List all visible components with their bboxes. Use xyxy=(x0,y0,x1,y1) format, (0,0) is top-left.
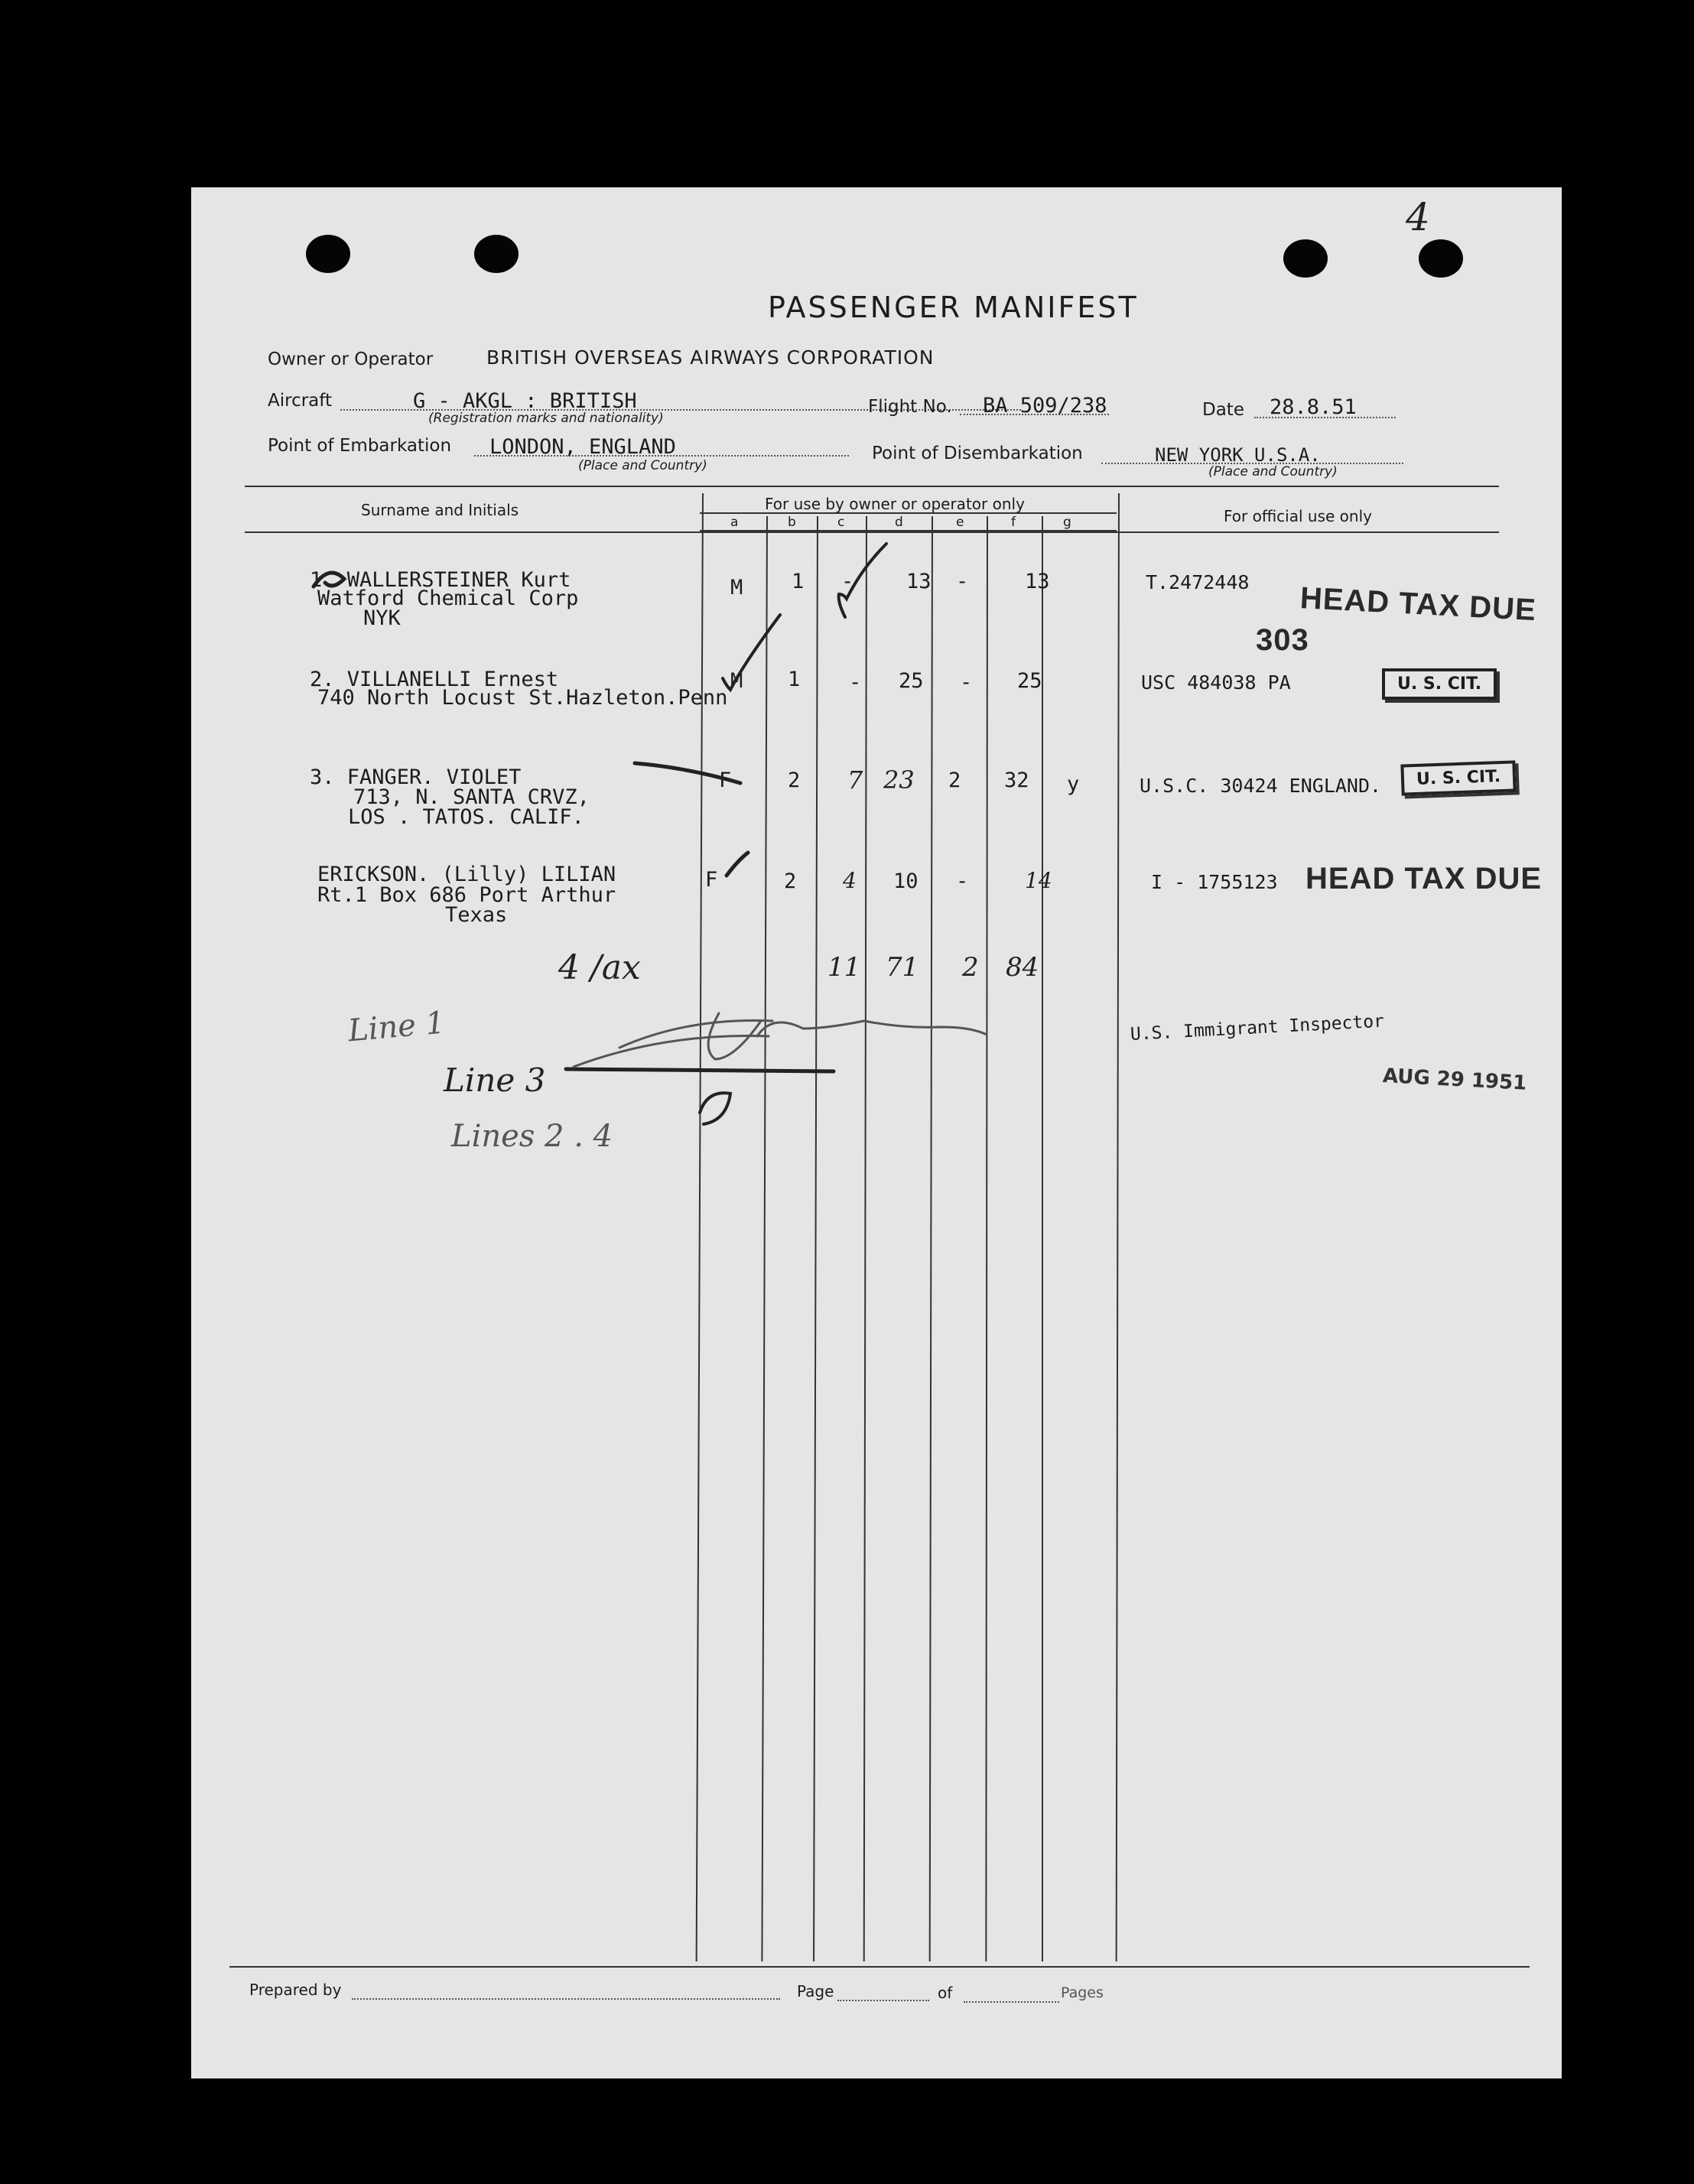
cell-b: 1 xyxy=(792,570,805,593)
passenger-name: 3. FANGER. VIOLET xyxy=(310,765,522,789)
column-header-a: a xyxy=(730,515,739,530)
owner-value: BRITISH OVERSEAS AIRWAYS CORPORATION xyxy=(486,346,935,369)
passenger-address: Rt.1 Box 686 Port Arthur xyxy=(317,883,616,907)
cell-b: 2 xyxy=(784,869,797,893)
cell-c: 4 xyxy=(843,868,857,893)
embarkation-label: Point of Embarkation xyxy=(268,436,452,456)
passenger-count-note: 4 /ax xyxy=(558,948,641,987)
disembarkation-hint: (Place and Country) xyxy=(1208,464,1338,479)
passenger-address: Watford Chemical Corp xyxy=(317,587,579,610)
cell-a: M xyxy=(730,576,743,600)
total-d: 71 xyxy=(886,952,919,983)
of-label: of xyxy=(938,1984,953,2002)
cell-f: 13 xyxy=(1025,570,1050,593)
flight-label: Flight No. xyxy=(868,397,952,417)
cell-d: 13 xyxy=(906,570,932,593)
owner-label: Owner or Operator xyxy=(268,349,434,369)
passenger-name: 1. WALLERSTEINER Kurt xyxy=(310,568,571,592)
official-number: U.S.C. 30424 ENGLAND. xyxy=(1140,775,1382,797)
manifest-sheet xyxy=(191,187,1562,2078)
head-tax-stamp: HEAD TAX DUE xyxy=(1305,862,1543,895)
column-header-c: c xyxy=(837,515,845,530)
cell-b: 2 xyxy=(788,769,801,792)
aircraft-hint: (Registration marks and nationality) xyxy=(428,411,664,426)
passenger-address: 713, N. SANTA CRVZ, xyxy=(353,785,590,809)
cell-a: M xyxy=(730,669,743,693)
operator-header: For use by owner or operator only xyxy=(765,495,1025,513)
cell-d: 25 xyxy=(899,669,924,693)
official-number: USC 484038 PA xyxy=(1141,671,1291,694)
us-citizen-stamp: U. S. CIT. xyxy=(1382,668,1497,700)
passenger-address: Texas xyxy=(445,903,508,927)
stamp-number: 303 xyxy=(1256,623,1309,657)
official-header: For official use only xyxy=(1224,507,1372,525)
official-number: T.2472448 xyxy=(1146,571,1250,593)
cell-f: 25 xyxy=(1017,669,1042,693)
passenger-address: LOS . TATOS. CALIF. xyxy=(348,805,584,829)
head-tax-stamp: HEAD TAX DUE xyxy=(1299,581,1537,628)
handwritten-note: Line 3 xyxy=(444,1061,546,1099)
total-b: 11 xyxy=(827,952,861,983)
column-header-d: d xyxy=(895,515,903,530)
prepared-by-label: Prepared by xyxy=(249,1981,342,1999)
passenger-address: NYK xyxy=(363,606,401,630)
cell-f: 32 xyxy=(1004,769,1029,792)
cell-b: 1 xyxy=(788,668,801,691)
flight-value: BA 509/238 xyxy=(983,394,1107,418)
cell-d: 10 xyxy=(893,869,919,893)
inspection-date-stamp: AUG 29 1951 xyxy=(1382,1064,1527,1095)
cell-e: - xyxy=(960,671,973,694)
cell-d: 23 xyxy=(883,765,915,795)
column-header-e: e xyxy=(956,515,964,530)
pages-label: Pages xyxy=(1061,1984,1104,2001)
handwritten-note: Line 1 xyxy=(346,1005,447,1049)
cell-e: 2 xyxy=(948,769,961,792)
date-label: Date xyxy=(1202,400,1244,420)
total-e: 2 xyxy=(962,952,979,983)
embarkation-value: LONDON, ENGLAND xyxy=(489,435,676,459)
cell-g: y xyxy=(1067,772,1080,796)
embarkation-hint: (Place and Country) xyxy=(578,458,707,473)
column-header-f: f xyxy=(1011,515,1016,530)
cell-a: F xyxy=(719,769,732,792)
cell-f: 14 xyxy=(1025,868,1052,893)
disembarkation-value: NEW YORK U.S.A. xyxy=(1155,444,1321,466)
disembarkation-label: Point of Disembarkation xyxy=(872,444,1083,463)
official-number: I - 1755123 xyxy=(1151,871,1278,893)
column-header-g: g xyxy=(1063,515,1071,530)
aircraft-label: Aircraft xyxy=(268,391,332,411)
total-f: 84 xyxy=(1006,952,1039,983)
cell-c: 7 xyxy=(847,765,863,795)
page-label: Page xyxy=(797,1982,834,2000)
column-header-b: b xyxy=(788,515,796,530)
page-title: PASSENGER MANIFEST xyxy=(768,291,1139,324)
aircraft-value: G - AKGL : BRITISH xyxy=(413,389,637,413)
passenger-name: 2. VILLANELLI Ernest xyxy=(310,668,559,691)
us-citizen-stamp: U. S. CIT. xyxy=(1400,760,1516,795)
cell-e: - xyxy=(956,570,969,593)
date-value: 28.8.51 xyxy=(1270,395,1357,419)
cell-a: F xyxy=(705,868,718,892)
cell-e: - xyxy=(956,869,969,893)
handwritten-note: Lines 2 . 4 xyxy=(451,1119,613,1154)
inspector-stamp: U.S. Immigrant Inspector xyxy=(1130,1011,1385,1045)
passenger-name: ERICKSON. (Lilly) LILIAN xyxy=(317,863,616,886)
surname-header: Surname and Initials xyxy=(361,501,519,519)
cell-c: - xyxy=(849,671,862,694)
corner-mark: 4 xyxy=(1406,195,1430,239)
cell-c: - xyxy=(841,570,854,593)
passenger-address: 740 North Locust St.Hazleton.Penn xyxy=(317,686,728,710)
